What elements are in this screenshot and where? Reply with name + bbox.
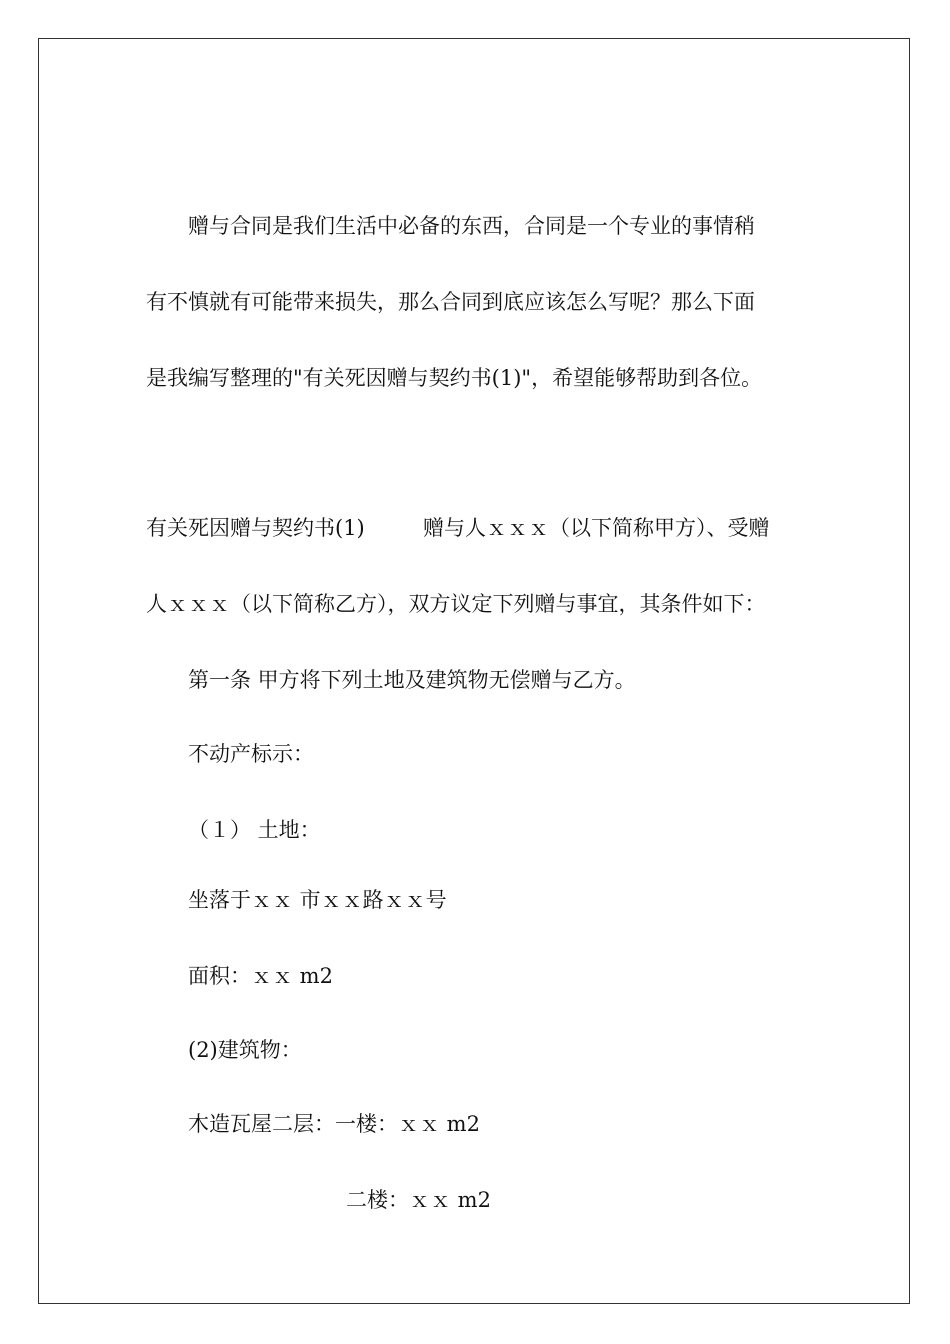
intro-paragraph-line-2: 有不慎就有可能带来损失，那么合同到底应该怎么写呢？那么下面 bbox=[146, 290, 755, 314]
parties-line-2: 人ｘｘｘ（以下简称乙方），双方议定下列赠与事宜，其条件如下： bbox=[146, 592, 766, 616]
article-1: 第一条 甲方将下列土地及建筑物无偿赠与乙方。 bbox=[188, 668, 636, 692]
intro-paragraph-line-1: 赠与合同是我们生活中必备的东西，合同是一个专业的事情稍 bbox=[188, 214, 755, 238]
property-label: 不动产标示： bbox=[188, 742, 314, 766]
land-heading: （１） 土地： bbox=[188, 818, 321, 842]
building-floor-2: 二楼：ｘｘ m2 bbox=[346, 1188, 491, 1212]
intro-paragraph-line-3: 是我编写整理的"有关死因赠与契约书(1)"，希望能够帮助到各位。 bbox=[146, 366, 763, 390]
building-heading: (2)建筑物： bbox=[188, 1038, 302, 1062]
building-floor-1: 木造瓦屋二层：一楼：ｘｘ m2 bbox=[188, 1112, 480, 1136]
parties-line-1: 赠与人ｘｘｘ（以下简称甲方）、受赠 bbox=[423, 516, 770, 540]
contract-title: 有关死因赠与契约书(1) bbox=[146, 516, 365, 540]
land-area: 面积：ｘｘ m2 bbox=[188, 964, 333, 988]
land-location: 坐落于ｘｘ 市ｘｘ路ｘｘ号 bbox=[188, 888, 447, 912]
